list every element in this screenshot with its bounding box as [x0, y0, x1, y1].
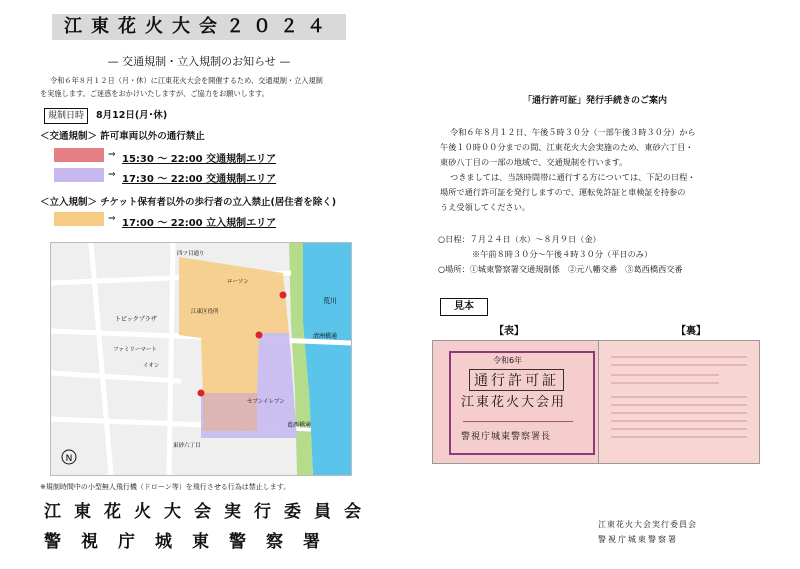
body-line: 午後１０時００分までの間、江東花火大会実施のため、東砂六丁目・ [440, 142, 694, 152]
right-organizer-police: 警視庁城東警察署 [598, 535, 678, 544]
area-map [50, 242, 352, 476]
map-svg [51, 243, 351, 475]
card-event: 江東花火大会用 [461, 395, 567, 410]
period-label: 規制日時 [44, 108, 88, 124]
legend-text-purple: 17:30 ～ 22:00 交通規制エリア [122, 174, 277, 185]
landmark-label: 江東区役所 [191, 309, 219, 315]
schedule [438, 232, 758, 277]
arrow-icon: ⇒ [108, 214, 116, 224]
schedule-place: ○場所：①城東警察署交通規制係 ②元八幡交番 ③葛西橋西交番 [438, 264, 683, 274]
landmark-label: ファミリーマート [113, 347, 157, 353]
card-detail-line [463, 411, 573, 422]
permit-back-card [598, 340, 760, 464]
card-back-lines [599, 341, 759, 463]
schedule-date: ○日程：７月２４日（水）～８月９日（金） [438, 234, 601, 244]
front-label: 【表】 [494, 326, 524, 337]
river-label: 荒川 [323, 297, 337, 305]
intro-line-2: を実施します。ご迷惑をおかけいたしますが、ご協力をお願いします。 [40, 89, 269, 98]
legend-swatch-orange [54, 212, 104, 226]
arrow-icon: ⇒ [108, 170, 116, 180]
stop-icon [280, 292, 287, 299]
intro-line-1: 令和６年８月１２日（月・休）に江東花火大会を開催するため、交通規制・立入規制 [50, 76, 323, 85]
card-title: 通行許可証 [469, 369, 564, 391]
traffic-section-title: ＜交通規制＞ 許可車両以外の通行禁止 [40, 131, 205, 142]
north-label: N [65, 454, 73, 464]
body-line: 場所で通行許可証を発行しますので、運転免許証と車検証を持参の [440, 187, 686, 197]
permit-front-card [432, 340, 610, 464]
road-label: 四ツ目通り [177, 251, 205, 257]
stop-icon [198, 390, 205, 397]
card-year: 令和6年 [493, 356, 523, 365]
legend-swatch-red [54, 148, 104, 162]
landmark-label: イオン [143, 363, 160, 369]
landmark-label: セブンイレブン [247, 399, 285, 405]
body-line: 東砂八丁目の一部の地域で、交通規制を行います。 [440, 157, 628, 167]
drone-note: ※規制時間中の小型無人飛行機（ドローン等）を飛行させる行為は禁止します。 [40, 483, 291, 491]
body-line: 令和６年８月１２日、午後５時３０分（一部午後３時３０分）から [450, 127, 696, 137]
intro-text [40, 74, 370, 100]
period-value: 8月12日(月･休) [96, 110, 168, 121]
landmark-label: ローソン [227, 279, 249, 285]
stop-icon [256, 332, 263, 339]
card-issuer: 警視庁城東警察署長 [461, 432, 552, 442]
landmark-label: トピックプラザ [115, 316, 157, 323]
right-organizer-committee: 江東花火大会実行委員会 [598, 520, 697, 529]
legend-text-red: 15:30 ～ 22:00 交通規制エリア [122, 154, 277, 165]
subtitle: — 交通規制・立入規制のお知らせ — [107, 55, 291, 68]
schedule-hours: ※午前８時３０分～午後４時３０分（平日のみ） [472, 249, 653, 259]
legend-swatch-purple [54, 168, 104, 182]
permit-heading: 「通行許可証」発行手続きのご案内 [522, 96, 667, 106]
entry-section-title: ＜立入規制＞ チケット保有者以外の歩行者の立入禁止(居住者を除く) [40, 197, 337, 208]
organizer-committee: 江東花火大会実行委員会 [44, 502, 374, 522]
road-label: 葛西橋通 [287, 422, 312, 429]
road-label: 清洲橋通 [313, 333, 338, 340]
permit-body [440, 125, 758, 215]
body-line: つきましては、当該時間帯に通行する方については、下記の日程・ [450, 172, 696, 182]
sample-label: 見本 [440, 298, 488, 316]
organizer-police: 警視庁城東警察署 [44, 532, 340, 552]
legend-text-orange: 17:00 ～ 22:00 立入規制エリア [122, 218, 277, 229]
back-label: 【裏】 [676, 326, 706, 337]
arrow-icon: ⇒ [108, 150, 116, 160]
page-title: 江東花火大会２０２４ [52, 14, 346, 40]
landmark-label: 東砂六丁目 [173, 443, 201, 449]
body-line: うえ受領してください。 [440, 202, 531, 212]
